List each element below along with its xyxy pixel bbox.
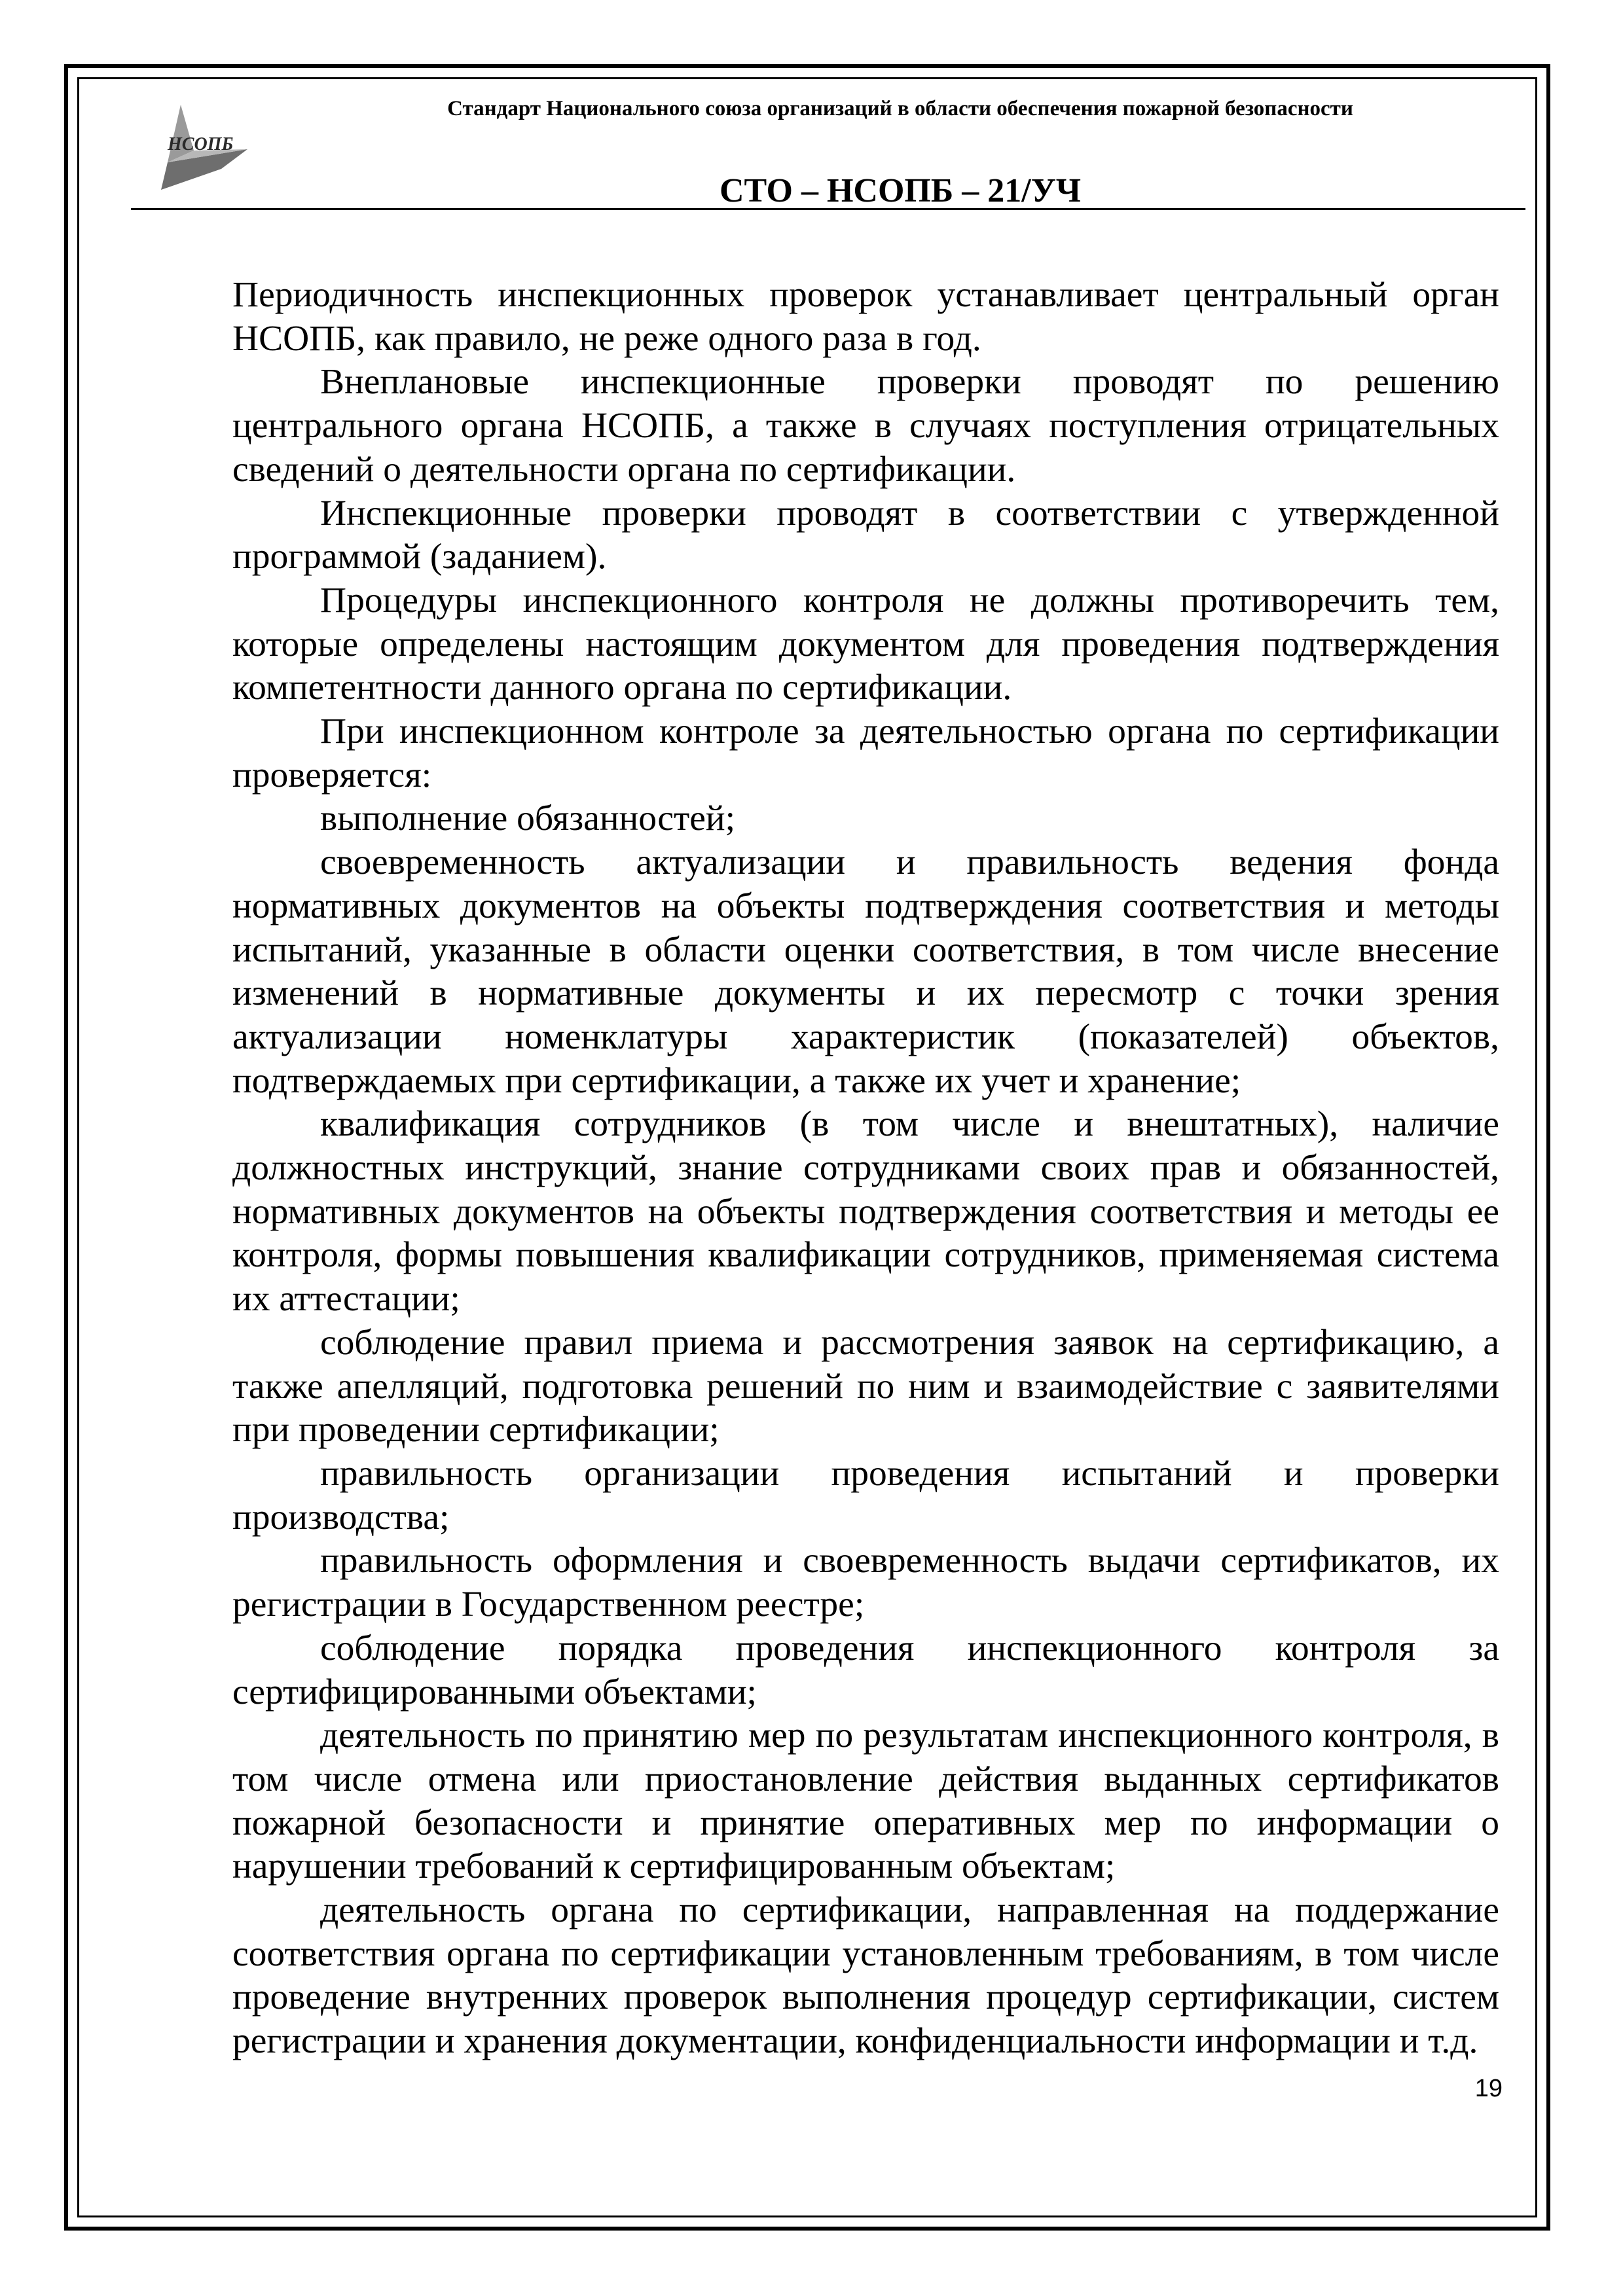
list-item: соблюдение правил приема и рассмотрения заявок на сертификацию, а также апелляций, подготовка решений по ним и взаимодействие с заявителями при проведении сертификации; <box>232 1322 1499 1450</box>
list-item: выполнение обязанностей; <box>320 798 736 839</box>
list-item: деятельность органа по сертификации, направленная на поддержание соответствия органа по сертификации установленным требованиям, в том числе проведение внутренних проверок выполнения процедур сертификации, систем регистрации и хранения документации, конфиденциальности информации и т.д. <box>232 1890 1499 2062</box>
list-item: деятельность по принятию мер по результатам инспекционного контроля, в том числе отмена или приостановление действия выданных сертификатов пожарной безопасности и принятие оперативных мер по информации о нарушении требований к сертифицированным объектам; <box>232 1715 1499 1887</box>
list-item: правильность организации проведения испытаний и проверки производства; <box>232 1453 1499 1537</box>
document-body <box>232 274 1499 2064</box>
paragraph: Инспекционные проверки проводят в соответствии с утвержденной программой (заданием). <box>232 493 1499 577</box>
page-number: 19 <box>1474 2075 1503 2102</box>
paragraph: Периодичность инспекционных проверок устанавливает центральный орган НСОПБ, как правило, не реже одного раза в год. <box>232 275 1499 359</box>
document-code: СТО – НСОПБ – 21/УЧ <box>719 172 1082 209</box>
logo-text: НСОПБ <box>168 134 234 154</box>
header-divider <box>131 208 1525 210</box>
paragraph: Процедуры инспекционного контроля не должны противоречить тем, которые определены настоящим документом для проведения подтверждения компетентности данного органа по сертификации. <box>232 580 1499 708</box>
list-item: соблюдение порядка проведения инспекционного контроля за сертифицированными объектами; <box>232 1628 1499 1712</box>
paragraph: Внеплановые инспекционные проверки проводят по решению центрального органа НСОПБ, а также в случаях поступления отрицательных сведений о деятельности органа по сертификации. <box>232 362 1499 490</box>
standard-title: Стандарт Национального союза организаций в области обеспечения пожарной безопасности <box>447 97 1353 120</box>
list-item: правильность оформления и своевременность выдачи сертификатов, их регистрации в Государственном реестре; <box>232 1541 1499 1625</box>
list-item: квалификация сотрудников (в том числе и внештатных), наличие должностных инструкций, знание сотрудниками своих прав и обязанностей, нормативных документов на объекты подтверждения соответствия и методы ее контроля, формы повышения квалификации сотрудников, применяемая система их аттестации; <box>232 1104 1499 1319</box>
list-item: своевременность актуализации и правильность ведения фонда нормативных документов на объекты подтверждения соответствия и методы испытаний, указанные в области оценки соответствия, в том числе внесение изменений в нормативные документы и их пересмотр с точки зрения актуализации номенклатуры характеристик (показателей) объектов, подтверждаемых при сертификации, а также их учет и хранение; <box>232 842 1499 1101</box>
paragraph: При инспекционном контроле за деятельностью органа по сертификации проверяется: <box>232 711 1499 795</box>
